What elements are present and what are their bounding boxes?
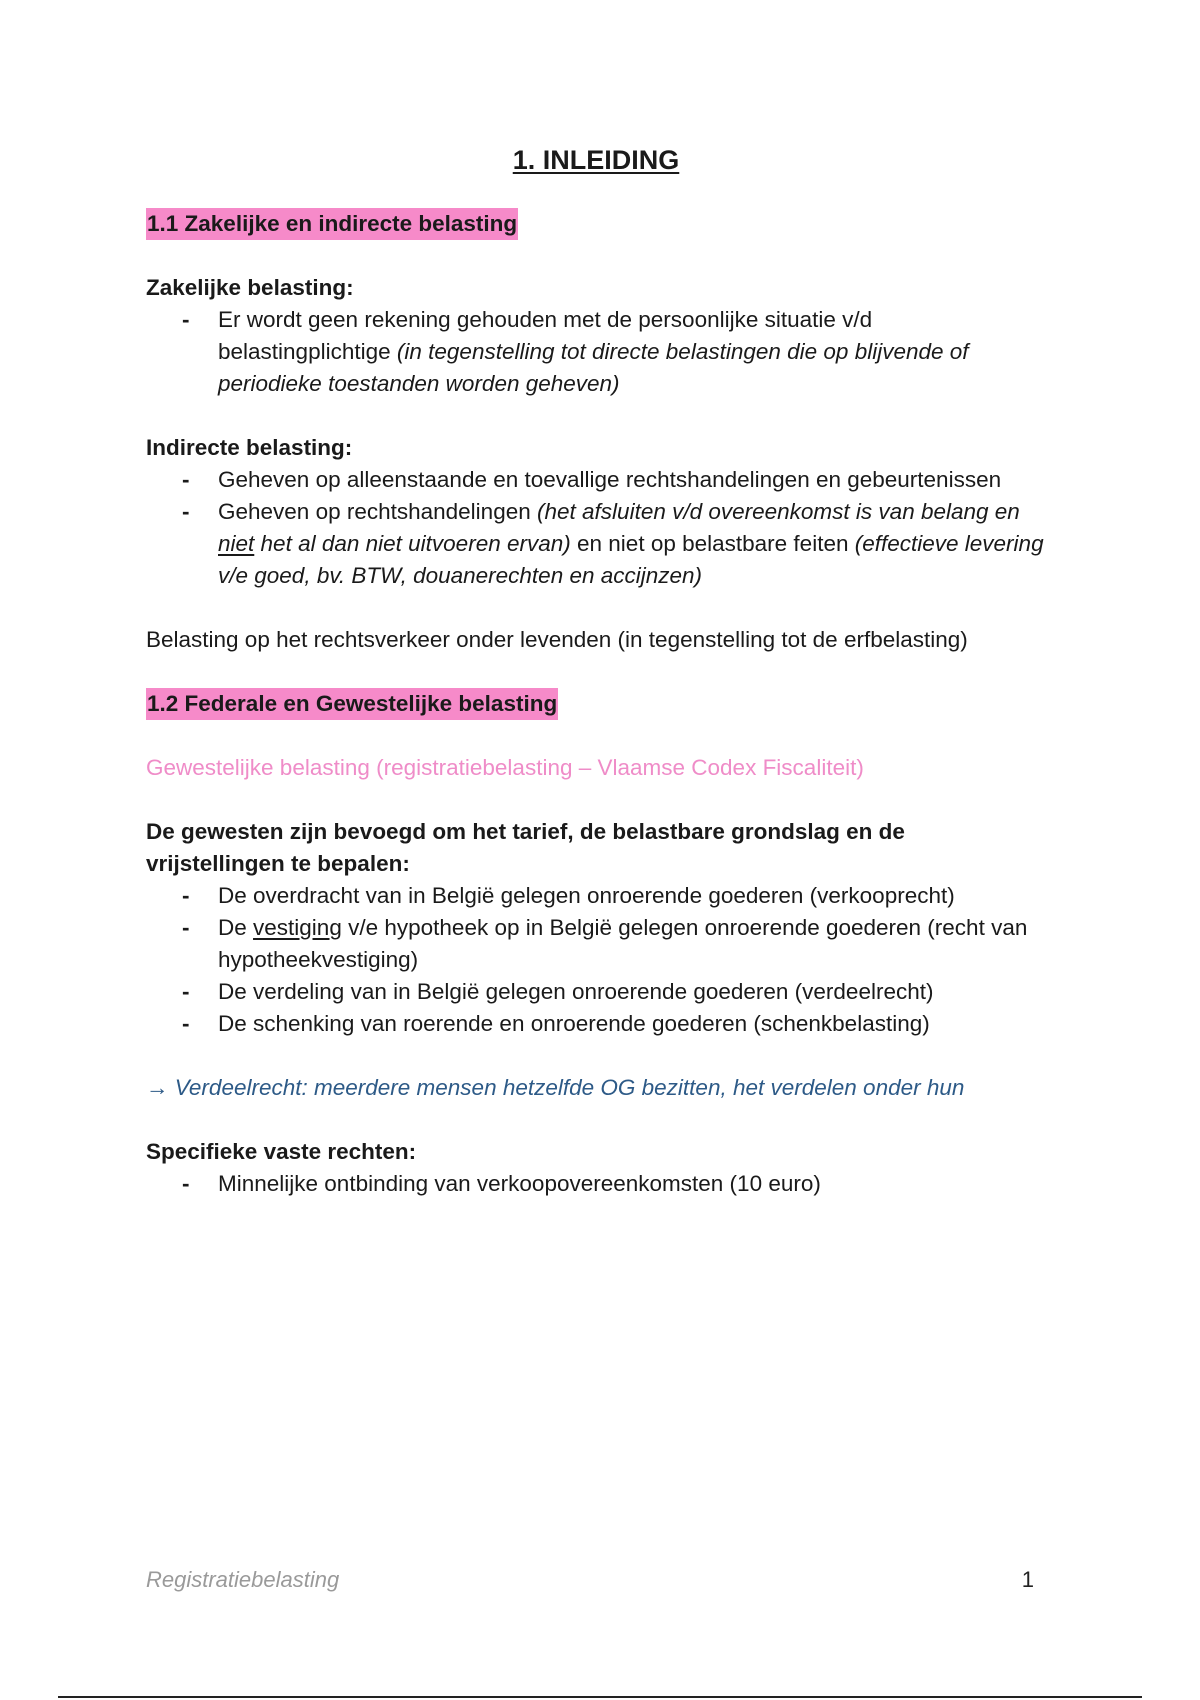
zakelijke-belasting-label: Zakelijke belasting:: [146, 275, 354, 300]
indirecte-belasting-label: Indirecte belasting:: [146, 435, 353, 460]
rechtsverkeer-statement: Belasting op het rechtsverkeer onder levenden (in tegenstelling tot de erfbelasting): [146, 627, 968, 652]
page-title: 1. INLEIDING: [512, 145, 680, 175]
specifieke-rechten-label: Specifieke vaste rechten:: [146, 1139, 417, 1164]
list-item: - De schenking van roerende en onroerende goederen (schenkbelasting): [218, 1008, 1046, 1040]
page-number: 1: [1021, 1567, 1034, 1592]
list-item: - De verdeling van in België gelegen onroerende goederen (verdeelrecht): [218, 976, 1046, 1008]
list-item: - Geheven op alleenstaande en toevallige rechtshandelingen en gebeurtenissen: [218, 464, 1046, 496]
list-item: - De vestiging v/e hypotheek op in België gelegen onroerende goederen (recht van hypotheekvestiging): [218, 912, 1046, 976]
specifieke-rechten-list: [146, 1168, 1046, 1200]
list-item: - Er wordt geen rekening gehouden met de persoonlijke situatie v/d belastingplichtige (in tegenstelling tot directe belastingen die op blijvende of periodieke toestanden worden geheven): [218, 304, 1046, 400]
section-heading-1-2: 1.2 Federale en Gewestelijke belasting: [146, 688, 558, 720]
verdeelrecht-note: → Verdeelrecht: meerdere mensen hetzelfde OG bezitten, het verdelen onder hun: [146, 1075, 965, 1100]
list-item: - Geheven op rechtshandelingen (het afsluiten v/d overeenkomst is van belang en niet het al dan niet uitvoeren ervan) en niet op belastbare feiten (effectieve levering v/e goed, bv. BTW, douanerechten en accijnzen): [218, 496, 1046, 592]
section-heading-1-1: 1.1 Zakelijke en indirecte belasting: [146, 208, 518, 240]
document-page: [146, 0, 1046, 1700]
bevoegdheid-intro: De gewesten zijn bevoegd om het tarief, de belastbare grondslag en de vrijstellingen te bepalen:: [146, 819, 905, 876]
page-bottom-divider: [58, 1696, 1142, 1698]
list-item: - De overdracht van in België gelegen onroerende goederen (verkooprecht): [218, 880, 1046, 912]
list-item: - Minnelijke ontbinding van verkoopovereenkomsten (10 euro): [218, 1168, 1046, 1200]
footer-doc-title: Registratiebelasting: [146, 1567, 340, 1592]
document-body: [146, 208, 1046, 1200]
zakelijke-belasting-list: [146, 304, 1046, 400]
gewestelijke-list: [146, 880, 1046, 1040]
gewestelijke-subheading: Gewestelijke belasting (registratiebelasting – Vlaamse Codex Fiscaliteit): [146, 755, 864, 780]
indirecte-belasting-list: [146, 464, 1046, 592]
